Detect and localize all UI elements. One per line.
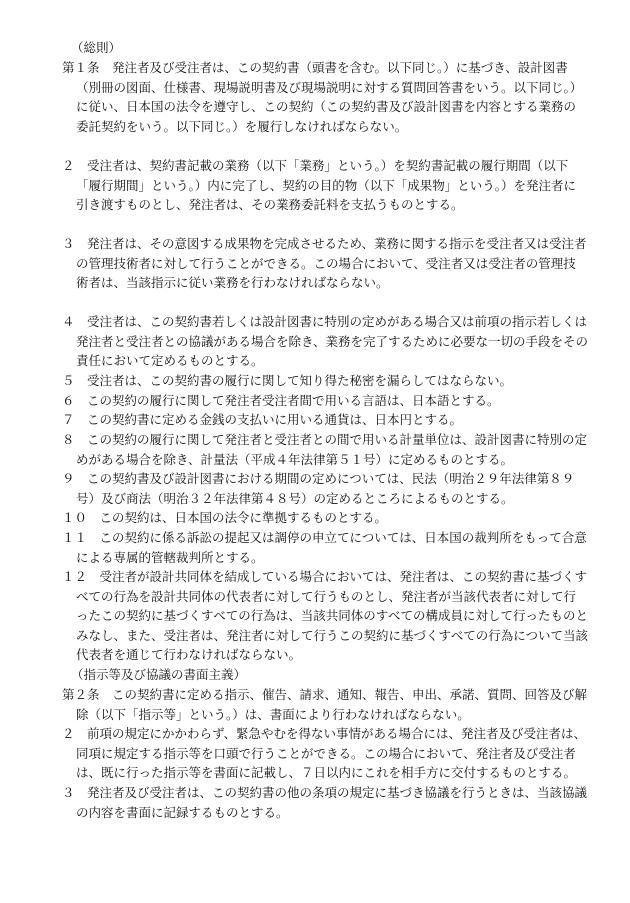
article-1-paragraph-5: ５ 受注者は、この契約書の履行に関して知り得た秘密を漏らしてはならない。 [62, 373, 513, 388]
article-1-paragraph-3: ３ 発注者は、その意図する成果物を完成させるため、業務に関する指示を受注者又は受注者の管理技術者に対して行うことができる。この場合において、受注者又は受注者の管理技術者は、当該指示に従い業務を行わなければならない。 [62, 236, 587, 291]
article-1-paragraph-10: １０ この契約は、日本国の法令に準拠するものとする。 [62, 510, 388, 525]
article-1-paragraph-9: ９ この契約書及び設計図書における期間の定めについては、民法（明治２９年法律第８９号）及び商法（明治３２年法律第４８号）の定めるところによるものとする。 [62, 471, 575, 506]
article-1-paragraph-7: ７ この契約書に定める金銭の支払いに用いる通貨は、日本円とする。 [62, 412, 463, 427]
section-heading-instructions: （指示等及び協議の書面主義） [71, 667, 247, 682]
section-heading-general: （総則） [71, 40, 122, 55]
article-1-paragraph-8: ８ この契約の履行に関して発注者と受注者との間で用いる計量単位は、設計図書に特別の定めがある場合を除き、計量法（平成４年法律第５１号）に定めるものとする。 [62, 432, 588, 467]
article-2-paragraph-3: ３ 発注者及び受注者は、この契約書の他の条項の規定に基づき協議を行うときは、当該協議の内容を書面に記録するものとする。 [62, 785, 588, 820]
article-1-paragraph-12: １２ 受注者が設計共同体を結成している場合においては、発注者は、この契約書に基づくすべての行為を設計共同体の代表者に対して行うものとし、発注者が当該代表者に対して行ったこの契約に基づくすべての行為は、当該共同体のすべての構成員に対して行ったものとみなし、また、受注者は、発注者に対して行うこの契約に基づくすべての行為について当該代表者を通じて行わなければならない。 [62, 569, 589, 663]
article-2-paragraph-2: ２ 前項の規定にかかわらず、緊急やむを得ない事情がある場合には、発注者及び受注者は、同項に規定する指示等を口頭で行うことができる。この場合において、発注者及び受注者は、既に行った指示等を書面に記載し、７日以内にこれを相手方に交付するものとする。 [62, 726, 587, 781]
article-1-paragraph-6: ６ この契約の履行に関して発注者受注者間で用いる言語は、日本語とする。 [62, 393, 500, 408]
article-2-paragraph-1: 第２条 この契約書に定める指示、催告、請求、通知、報告、申出、承諾、質問、回答及び解除（以下「指示等」という。）は、書面により行わなければならない。 [62, 687, 588, 722]
article-1-paragraph-2: ２ 受注者は、契約書記載の業務（以下「業務」という。）を契約書記載の履行期間（以下「履行期間」という。）内に完了し、契約の目的物（以下「成果物」という。）を発注者に引き渡すものとし、発注者は、その業務委託料を支払うものとする。 [62, 158, 577, 213]
article-1-paragraph-4: ４ 受注者は、この契約書若しくは設計図書に特別の定めがある場合又は前項の指示若しくは発注者と受注者との協議がある場合を除き、業務を完了するために必要な一切の手段をその責任において定めるものとする。 [62, 314, 589, 369]
article-1-paragraph-11: １１ この契約に係る訴訟の提起又は調停の申立てについては、日本国の裁判所をもって合意による専属的管轄裁判所とする。 [62, 530, 587, 565]
article-1-paragraph-1: 第１条 発注者及び受注者は、この契約書（頭書を含む。以下同じ。）に基づき、設計図書（別冊の図面、仕様書、現場説明書及び現場説明に対する質問回答書をいう。以下同じ。）に従い、日本国の法令を遵守し、この契約（この契約書及び設計図書を内容とする業務の委託契約をいう。以下同じ。）を履行しなければならない。 [62, 60, 583, 134]
